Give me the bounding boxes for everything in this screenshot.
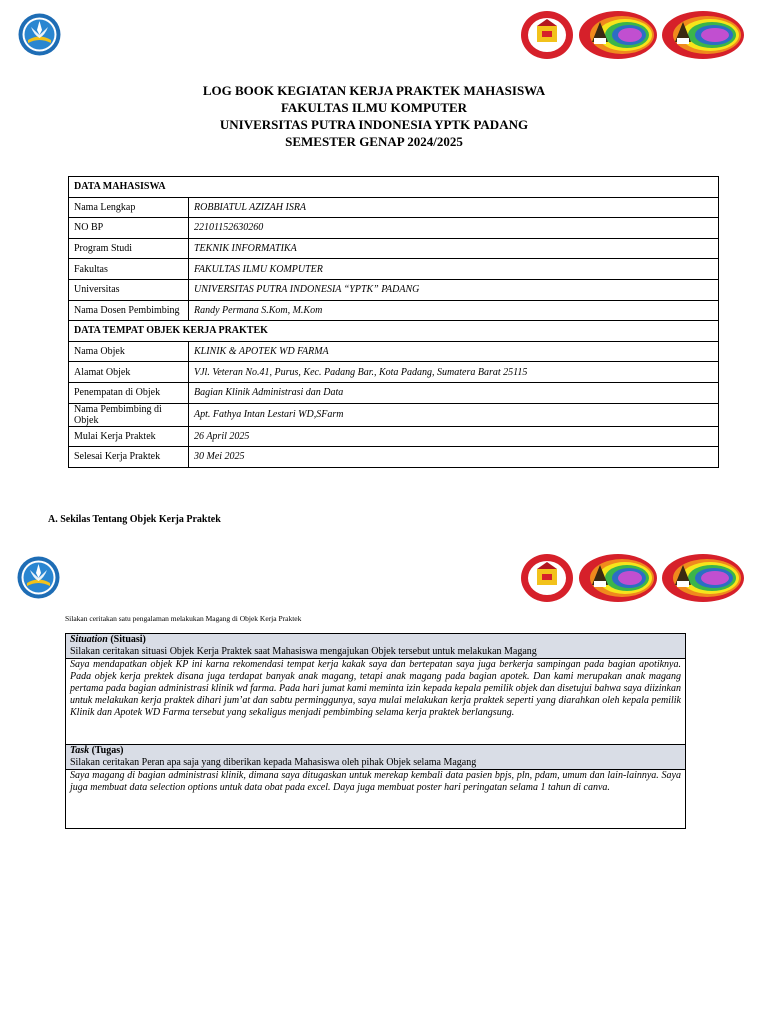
upi-rainbow-logo	[578, 10, 658, 60]
row-label: Alamat Objek	[69, 362, 189, 383]
row-value: FAKULTAS ILMU KOMPUTER	[189, 259, 719, 280]
table-row	[69, 238, 719, 259]
task-prompt: Silakan ceritakan Peran apa saja yang diberikan kepada Mahasiswa oleh pihak Objek selama Magang	[70, 757, 477, 768]
row-label: Penempatan di Objek	[69, 382, 189, 403]
row-value: TEKNIK INFORMATIKA	[189, 238, 719, 259]
task-answer[interactable]: Saya magang di bagian administrasi klinik, dimana saya ditugaskan untuk merekap kembali data pasien bpjs, pln, pdam, umum dan lain-lainnya. Saya juga membuat data selection options untuk data obat pada excel. Daya juga membuat poster hari peringatan selama 1 tahun di canva.	[70, 770, 681, 793]
row-value: Randy Permana S.Kom, M.Kom	[189, 300, 719, 321]
row-value: UNIVERSITAS PUTRA INDONESIA “YPTK” PADANG	[189, 279, 719, 300]
row-value: Apt. Fathya Intan Lestari WD,SFarm	[189, 403, 719, 426]
upi-rainbow-logo-2-page2	[661, 553, 745, 603]
task-title-italic: Task	[70, 745, 90, 756]
situation-title-rest: (Situasi)	[107, 634, 146, 645]
row-label: Nama Lengkap	[69, 197, 189, 218]
table-row	[69, 403, 719, 426]
row-value: VJl. Veteran No.41, Purus, Kec. Padang Bar., Kota Padang, Sumatera Barat 25115	[189, 362, 719, 383]
document-title	[0, 82, 748, 150]
title-line-4: SEMESTER GENAP 2024/2025	[285, 134, 463, 149]
table-row	[69, 382, 719, 403]
title-line-1: LOG BOOK KEGIATAN KERJA PRAKTEK MAHASISWA	[202, 83, 546, 98]
star-form	[65, 633, 686, 829]
upi-rainbow-logo-2	[661, 10, 745, 60]
section-a-heading: A. Sekilas Tentang Objek Kerja Praktek	[48, 514, 221, 525]
kemdikbud-logo	[18, 13, 61, 56]
table-row	[69, 218, 719, 239]
row-value: ROBBIATUL AZIZAH ISRA	[189, 197, 719, 218]
row-label: Nama Objek	[69, 341, 189, 362]
title-line-3: UNIVERSITAS PUTRA INDONESIA YPTK PADANG	[219, 117, 529, 132]
row-value: 26 April 2025	[189, 426, 719, 447]
row-label: Universitas	[69, 279, 189, 300]
row-label: Nama Pembimbing di Objek	[69, 403, 189, 426]
yptk-seal-logo-page2	[520, 553, 574, 603]
upi-rainbow-logo-page2	[578, 553, 658, 603]
task-title-rest: (Tugas)	[89, 745, 124, 756]
row-label: NO BP	[69, 218, 189, 239]
section-label-student: DATA MAHASISWA	[69, 177, 719, 198]
row-label: Program Studi	[69, 238, 189, 259]
row-label: Fakultas	[69, 259, 189, 280]
row-label: Selesai Kerja Praktek	[69, 447, 189, 468]
table-section-row	[69, 321, 719, 342]
row-value: Bagian Klinik Administrasi dan Data	[189, 382, 719, 403]
table-row	[69, 197, 719, 218]
situation-title	[70, 634, 681, 646]
row-label: Nama Dosen Pembimbing	[69, 300, 189, 321]
table-row	[69, 259, 719, 280]
table-section-row	[69, 177, 719, 198]
situation-prompt: Silakan ceritakan situasi Objek Kerja Praktek saat Mahasiswa mengajukan Objek tersebut untuk melakukan Magang	[70, 646, 537, 657]
intro-text: Silakan ceritakan satu pengalaman melakukan Magang di Objek Kerja Praktek	[65, 614, 302, 623]
table-row	[69, 426, 719, 447]
table-row	[69, 300, 719, 321]
situation-title-italic: Situation	[70, 634, 108, 645]
situation-header	[66, 634, 685, 659]
row-value: KLINIK & APOTEK WD FARMA	[189, 341, 719, 362]
situation-answer[interactable]: Saya mendapatkan objek KP ini karna rekomendasi tempat kerja kakak saya dan bertepatan saya juga berkerja sampingan pada bagian apotiknya. Pada objek kerja prektek disana juga terdapat banyak anak magang, tetapi anak magang pada bagian apotek. Dan kami merupakan anak magang pertama pada bagian administrasi klinik wd farma. Pada hari jumat kami meminta izin kepada kepala pemilik objek dan disetujui bahwa saya diizinkan untuk melakukan kerja praktek dihari jum’at dan sabtu perminggunya, saya mulai melakukan kerja praktek seperti yang diarahkan oleh kepala pemilik Klinik dan Apotek WD Farma tersebut yang sekaligus menjadi pembimbing selama kerja praktek berlangsung.	[66, 659, 685, 745]
row-label: Mulai Kerja Praktek	[69, 426, 189, 447]
table-row	[69, 341, 719, 362]
row-value: 30 Mei 2025	[189, 447, 719, 468]
yptk-seal-logo	[520, 10, 574, 60]
task-title	[70, 745, 681, 757]
table-row	[69, 447, 719, 468]
kemdikbud-logo-page2	[17, 556, 60, 599]
title-line-2: FAKULTAS ILMU KOMPUTER	[280, 100, 468, 115]
student-data-table	[68, 176, 719, 468]
table-row	[69, 362, 719, 383]
row-value: 22101152630260	[189, 218, 719, 239]
table-row	[69, 279, 719, 300]
section-label-place: DATA TEMPAT OBJEK KERJA PRAKTEK	[69, 321, 719, 342]
task-header	[66, 745, 685, 770]
